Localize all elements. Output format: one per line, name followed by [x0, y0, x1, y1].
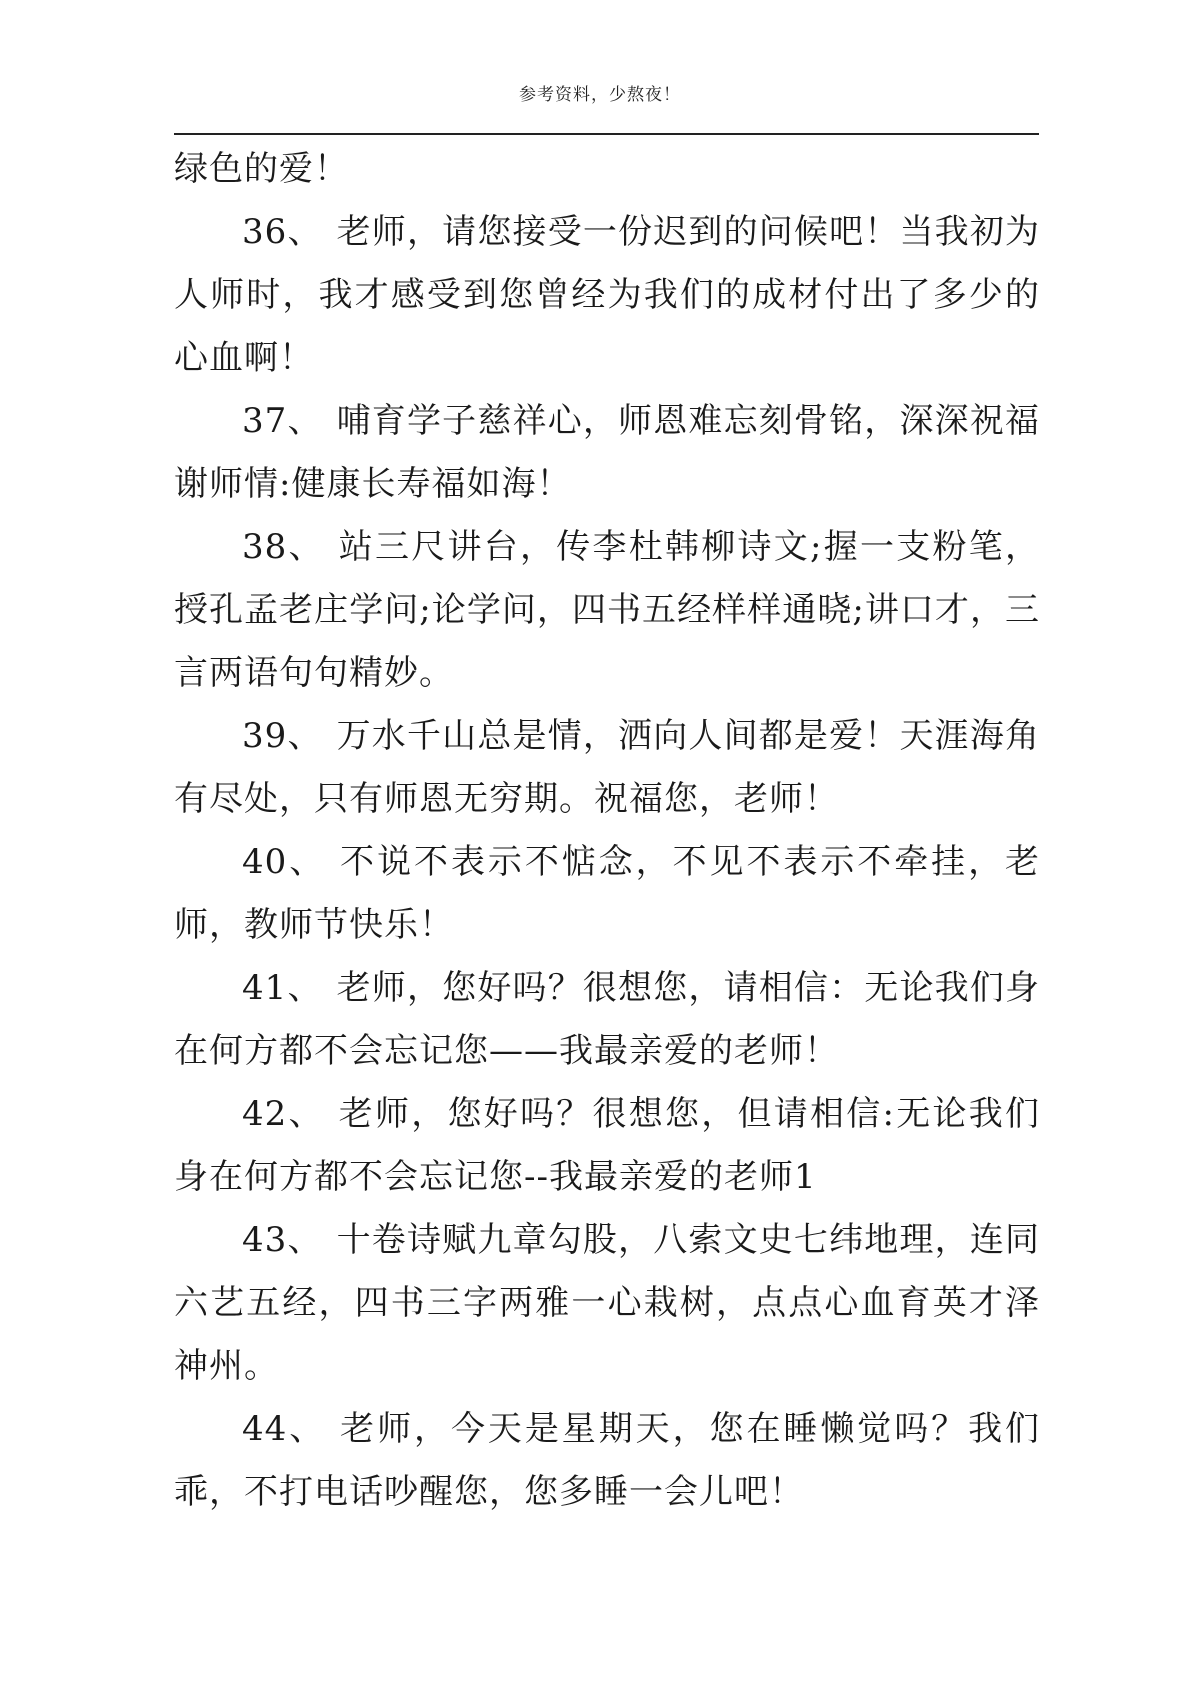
item-text: 老师，您好吗？很想您，请相信：无论我们身在何方都不会忘记您——我最亲爱的老师！: [174, 968, 1041, 1071]
item-text: 不说不表示不惦念，不见不表示不牵挂，老师，教师节快乐！: [174, 842, 1041, 945]
item-text: 老师，请您接受一份迟到的问候吧！当我初为人师时，我才感受到您曾经为我们的成材付出了多少的心血啊！: [174, 212, 1041, 378]
paragraph-continuation: 绿色的爱！: [174, 149, 349, 189]
list-item-39: [174, 705, 1040, 831]
item-number: 40、: [242, 842, 327, 882]
item-number: 36、: [242, 212, 323, 252]
item-text: 老师，今天是星期天，您在睡懒觉吗？我们乖，不打电话吵醒您，您多睡一会儿吧！: [174, 1409, 1041, 1512]
item-number: 39、: [242, 716, 323, 756]
list-item-40: [174, 831, 1040, 957]
list-item-36: [174, 201, 1040, 390]
page-header: 参考资料，少熬夜！: [519, 85, 681, 105]
item-number: 41、: [242, 968, 323, 1008]
item-text: 十卷诗赋九章勾股，八索文史七纬地理，连同六艺五经，四书三字两雅一心栽树，点点心血育英才泽神州。: [174, 1220, 1041, 1386]
item-number: 37、: [242, 401, 323, 441]
item-number: 42、: [242, 1094, 325, 1134]
item-text: 站三尺讲台，传李杜韩柳诗文;握一支粉笔，授孔孟老庄学问;论学问，四书五经样样通晓;讲口才，三言两语句句精妙。: [174, 527, 1040, 693]
list-item-37: [174, 390, 1040, 516]
list-item-44: [174, 1398, 1040, 1524]
item-text: 万水千山总是情，洒向人间都是爱！天涯海角有尽处，只有师恩无穷期。祝福您，老师！: [174, 716, 1041, 819]
list-item-43: [174, 1209, 1040, 1398]
header-divider: [174, 133, 1039, 135]
item-text: 老师，您好吗？很想您，但请相信:无论我们身在何方都不会忘记您--我最亲爱的老师1: [174, 1094, 1040, 1197]
document-body: [174, 138, 1040, 1524]
list-item-38: [174, 516, 1040, 705]
list-item-42: [174, 1083, 1040, 1209]
list-item-41: [174, 957, 1040, 1083]
item-text: 哺育学子慈祥心，师恩难忘刻骨铭，深深祝福谢师情:健康长寿福如海！: [174, 401, 1041, 504]
item-number: 44、: [242, 1409, 327, 1449]
item-number: 38、: [242, 527, 325, 567]
item-number: 43、: [242, 1220, 323, 1260]
